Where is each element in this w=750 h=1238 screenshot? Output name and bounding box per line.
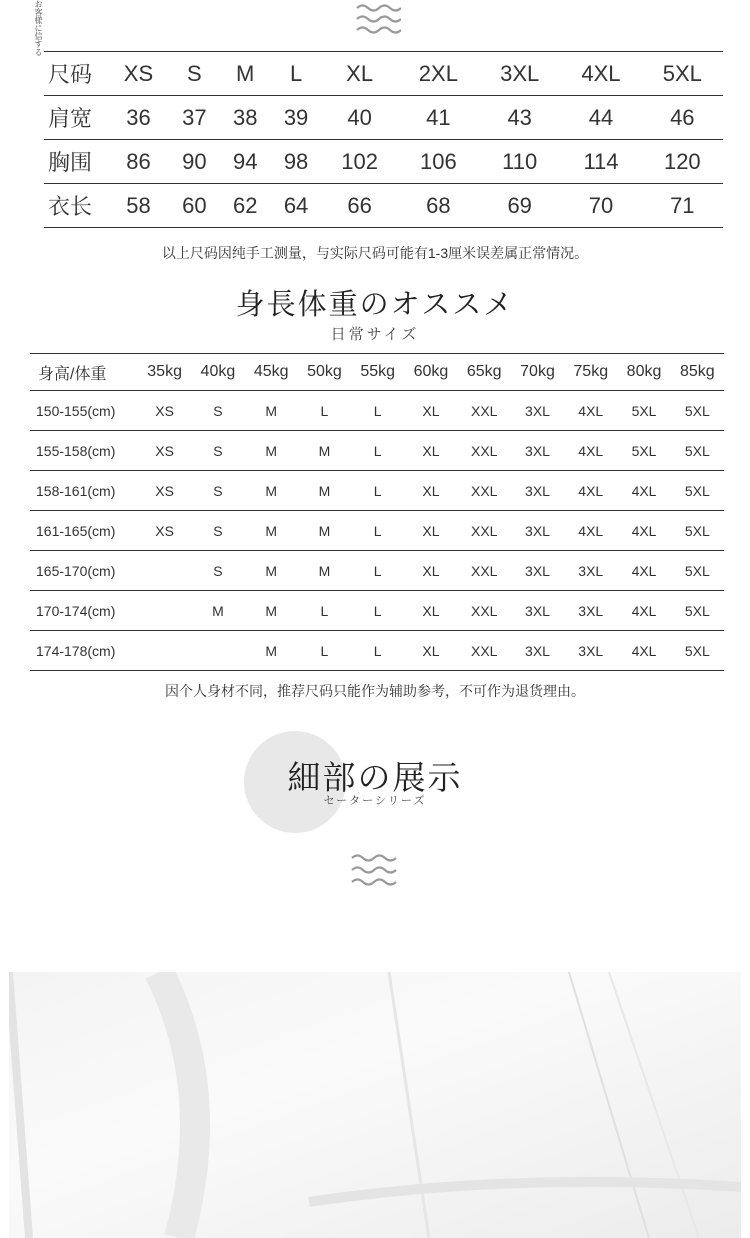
size-table-cell: 69	[479, 184, 560, 228]
recommended-size-cell: S	[191, 431, 244, 471]
recommended-size-cell: M	[245, 511, 298, 551]
size-table-cell: 90	[169, 140, 220, 184]
recommended-size-cell: M	[245, 591, 298, 631]
recommended-size-cell: XXL	[458, 631, 511, 671]
recommended-size-cell	[138, 591, 191, 631]
recommended-size-cell	[138, 631, 191, 671]
size-table-cell: XL	[321, 52, 397, 96]
weight-table-header: 40kg	[191, 354, 244, 391]
size-table-cell: 4XL	[560, 52, 641, 96]
recommended-size-cell: XXL	[458, 551, 511, 591]
size-table-cell: 71	[642, 184, 723, 228]
recommended-size-cell: L	[298, 631, 351, 671]
recommended-size-cell: XXL	[458, 431, 511, 471]
recommended-size-cell: 4XL	[617, 551, 670, 591]
wave-icon-top	[355, 2, 401, 36]
recommended-size-cell: XXL	[458, 591, 511, 631]
weight-table-header: 80kg	[617, 354, 670, 391]
recommended-size-cell: M	[245, 631, 298, 671]
recommended-size-cell: XL	[404, 471, 457, 511]
recommended-size-cell: XL	[404, 631, 457, 671]
weight-table-row	[30, 431, 724, 471]
weight-table-header: 65kg	[458, 354, 511, 391]
recommended-size-cell: 3XL	[564, 551, 617, 591]
recommended-size-cell: 4XL	[617, 591, 670, 631]
weight-table-row	[30, 551, 724, 591]
size-table-cell: 58	[108, 184, 169, 228]
weight-table-header: 55kg	[351, 354, 404, 391]
shirt-detail-photo	[9, 972, 741, 1238]
recommended-size-cell: 5XL	[671, 391, 724, 431]
size-table-row	[44, 96, 723, 140]
weight-table-header: 35kg	[138, 354, 191, 391]
recommended-size-cell: L	[351, 551, 404, 591]
weight-table-row	[30, 591, 724, 631]
recommended-size-cell: M	[298, 511, 351, 551]
size-table-cell: 3XL	[479, 52, 560, 96]
size-table-cell: S	[169, 52, 220, 96]
size-table-row	[44, 140, 723, 184]
recommended-size-cell: L	[351, 431, 404, 471]
size-table-cell: 41	[398, 96, 479, 140]
size-table-cell: 2XL	[398, 52, 479, 96]
weight-recommend-table	[30, 353, 724, 671]
size-table-cell: 106	[398, 140, 479, 184]
recommended-size-cell: S	[191, 551, 244, 591]
recommended-size-cell: S	[191, 391, 244, 431]
height-range-cell: 150-155(cm)	[30, 391, 138, 431]
recommended-size-cell: 5XL	[671, 631, 724, 671]
recommended-size-cell: 5XL	[671, 591, 724, 631]
weight-table-header: 70kg	[511, 354, 564, 391]
recommended-size-cell: L	[351, 511, 404, 551]
side-vertical-text: お客様に信する	[34, 0, 43, 56]
size-table-cell: 98	[271, 140, 322, 184]
recommended-size-cell: 5XL	[671, 511, 724, 551]
recommended-size-cell: XL	[404, 591, 457, 631]
size-chart-table	[44, 51, 723, 228]
size-table-cell: 94	[220, 140, 271, 184]
size-table-cell: 102	[321, 140, 397, 184]
recommended-size-cell: M	[298, 551, 351, 591]
size-table-cell: 66	[321, 184, 397, 228]
size-table-cell: 120	[642, 140, 723, 184]
size-row-label: 尺码	[44, 52, 108, 96]
recommended-size-cell	[138, 551, 191, 591]
height-range-cell: 155-158(cm)	[30, 431, 138, 471]
size-table-row	[44, 52, 723, 96]
weight-table-row	[30, 511, 724, 551]
size-table-cell: 5XL	[642, 52, 723, 96]
recommended-size-cell: 4XL	[564, 431, 617, 471]
height-range-cell: 165-170(cm)	[30, 551, 138, 591]
height-range-cell: 161-165(cm)	[30, 511, 138, 551]
recommended-size-cell: 3XL	[511, 511, 564, 551]
recommended-size-cell: XXL	[458, 391, 511, 431]
weight-table-header: 45kg	[245, 354, 298, 391]
size-table-cell: 37	[169, 96, 220, 140]
recommended-size-cell: L	[351, 631, 404, 671]
detail-title: 細部の展示	[287, 758, 463, 797]
recommended-size-cell: XL	[404, 511, 457, 551]
recommended-size-cell: 5XL	[671, 471, 724, 511]
recommended-size-cell: XS	[138, 391, 191, 431]
size-table-cell: 86	[108, 140, 169, 184]
recommended-size-cell: 5XL	[671, 431, 724, 471]
recommend-subtitle: 日常サイズ	[330, 325, 420, 343]
recommended-size-cell: 3XL	[564, 591, 617, 631]
size-table-cell: 68	[398, 184, 479, 228]
weight-table-header: 75kg	[564, 354, 617, 391]
recommended-size-cell: XS	[138, 431, 191, 471]
recommended-size-cell: 3XL	[511, 471, 564, 511]
size-table-cell: 40	[321, 96, 397, 140]
recommended-size-cell: M	[245, 391, 298, 431]
size-row-label: 衣长	[44, 184, 108, 228]
recommended-size-cell: M	[245, 431, 298, 471]
recommended-size-cell: M	[245, 471, 298, 511]
weight-table-header: 50kg	[298, 354, 351, 391]
recommended-size-cell: L	[298, 591, 351, 631]
recommended-size-cell	[191, 631, 244, 671]
recommended-size-cell: 4XL	[564, 511, 617, 551]
recommended-size-cell: XL	[404, 431, 457, 471]
weight-table-row	[30, 471, 724, 511]
recommended-size-cell: 3XL	[511, 431, 564, 471]
fit-note: 因个人身材不同，推荐尺码只能作为辅助参考，不可作为退货理由。	[165, 683, 585, 699]
recommended-size-cell: XL	[404, 391, 457, 431]
recommended-size-cell: 3XL	[564, 631, 617, 671]
size-table-cell: 70	[560, 184, 641, 228]
recommended-size-cell: L	[298, 391, 351, 431]
recommended-size-cell: M	[191, 591, 244, 631]
weight-table-row	[30, 391, 724, 431]
recommended-size-cell: 4XL	[564, 471, 617, 511]
recommended-size-cell: 5XL	[617, 391, 670, 431]
size-table-cell: XS	[108, 52, 169, 96]
size-table-cell: M	[220, 52, 271, 96]
size-table-cell: 64	[271, 184, 322, 228]
recommended-size-cell: 3XL	[511, 551, 564, 591]
size-table-cell: 44	[560, 96, 641, 140]
size-table-cell: L	[271, 52, 322, 96]
wave-icon-middle	[350, 852, 398, 888]
recommended-size-cell: L	[351, 591, 404, 631]
size-table-cell: 114	[560, 140, 641, 184]
recommended-size-cell: 4XL	[617, 471, 670, 511]
recommended-size-cell: 3XL	[511, 591, 564, 631]
recommended-size-cell: 5XL	[617, 431, 670, 471]
recommended-size-cell: XS	[138, 471, 191, 511]
recommended-size-cell: 5XL	[671, 551, 724, 591]
recommended-size-cell: 3XL	[511, 391, 564, 431]
recommended-size-cell: XS	[138, 511, 191, 551]
recommended-size-cell: 3XL	[511, 631, 564, 671]
recommended-size-cell: S	[191, 511, 244, 551]
height-range-cell: 158-161(cm)	[30, 471, 138, 511]
size-table-cell: 38	[220, 96, 271, 140]
recommended-size-cell: L	[351, 471, 404, 511]
recommended-size-cell: XXL	[458, 511, 511, 551]
recommended-size-cell: 4XL	[617, 511, 670, 551]
height-range-cell: 174-178(cm)	[30, 631, 138, 671]
weight-table-header: 85kg	[671, 354, 724, 391]
height-range-cell: 170-174(cm)	[30, 591, 138, 631]
size-table-cell: 39	[271, 96, 322, 140]
detail-subtitle: セーターシリーズ	[323, 794, 427, 807]
size-row-label: 肩宽	[44, 96, 108, 140]
recommended-size-cell: M	[298, 431, 351, 471]
size-table-row	[44, 184, 723, 228]
recommended-size-cell: M	[245, 551, 298, 591]
size-table-cell: 46	[642, 96, 723, 140]
recommended-size-cell: 4XL	[617, 631, 670, 671]
size-table-cell: 60	[169, 184, 220, 228]
size-row-label: 胸围	[44, 140, 108, 184]
size-table-cell: 43	[479, 96, 560, 140]
recommend-title: 身長体重のオススメ	[235, 287, 515, 321]
size-note: 以上尺码因纯手工测量，与实际尺码可能有1-3厘米误差属正常情况。	[161, 245, 589, 261]
recommended-size-cell: 4XL	[564, 391, 617, 431]
recommended-size-cell: XXL	[458, 471, 511, 511]
weight-table-row	[30, 631, 724, 671]
size-table-cell: 36	[108, 96, 169, 140]
size-table-cell: 110	[479, 140, 560, 184]
recommended-size-cell: S	[191, 471, 244, 511]
weight-table-header: 60kg	[404, 354, 457, 391]
weight-table-header: 身高/体重	[30, 354, 138, 391]
recommended-size-cell: L	[351, 391, 404, 431]
recommended-size-cell: M	[298, 471, 351, 511]
size-table-cell: 62	[220, 184, 271, 228]
recommended-size-cell: XL	[404, 551, 457, 591]
